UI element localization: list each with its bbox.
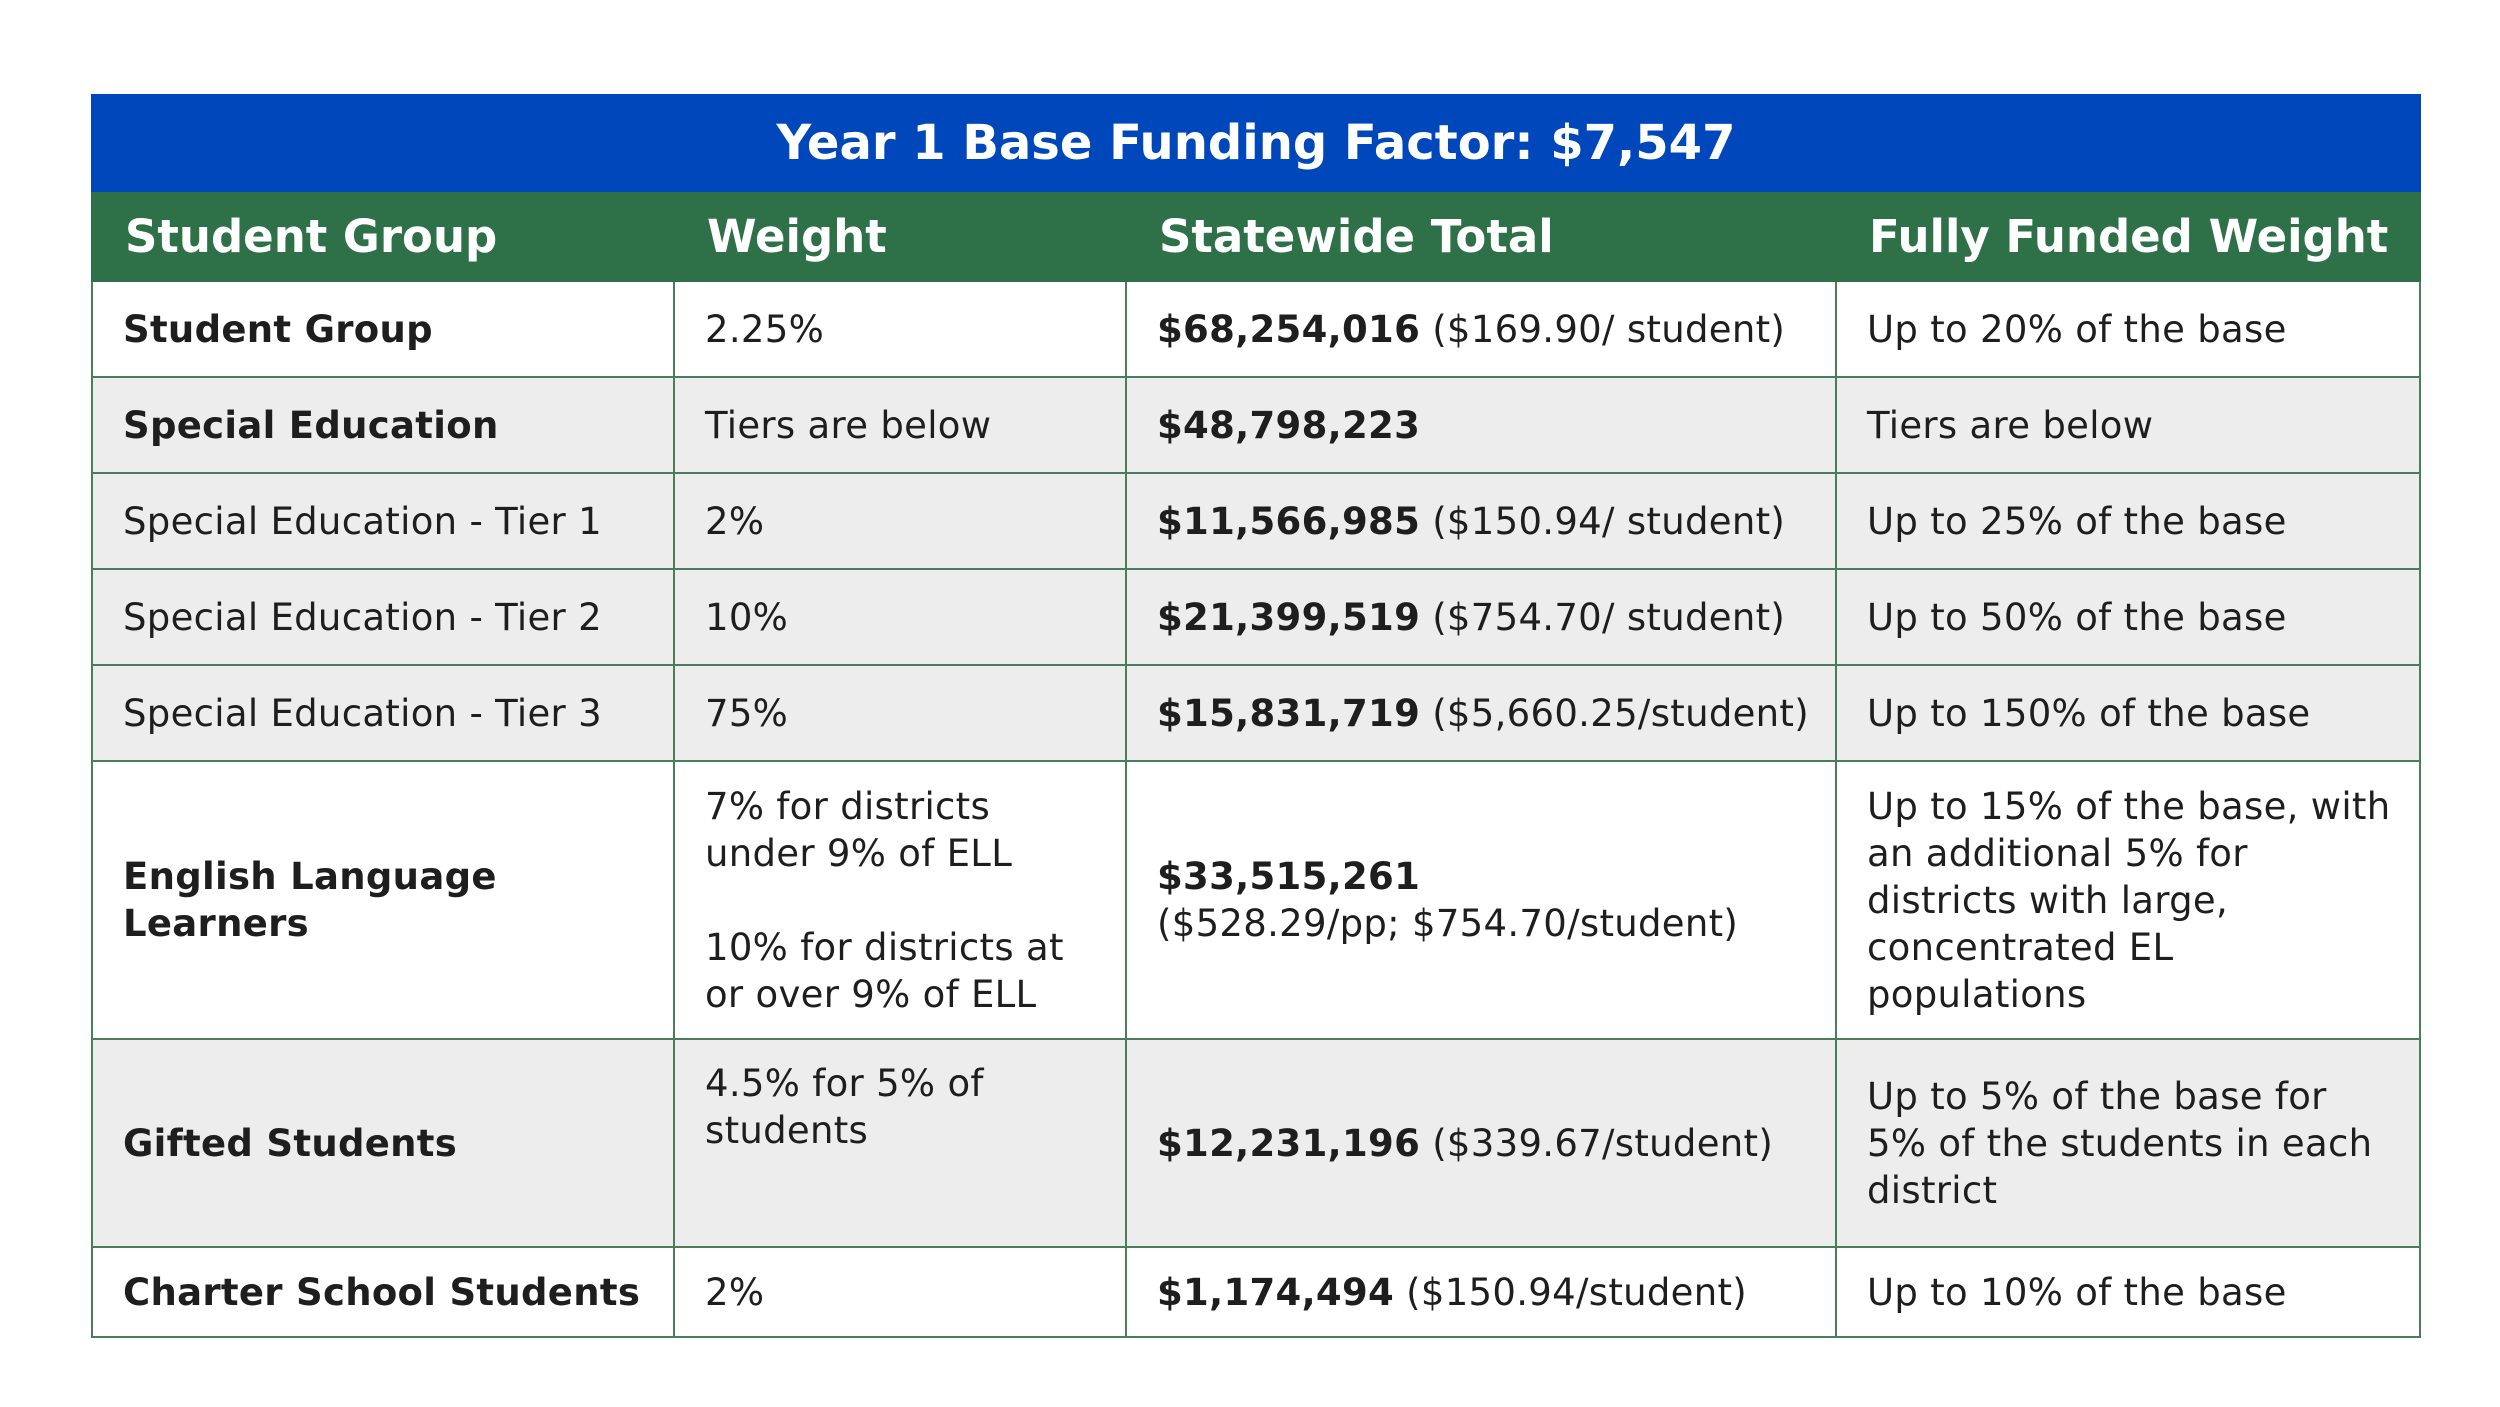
amount-value: $15,831,719 [1157,691,1421,735]
weight-cell: 2.25% [674,281,1126,377]
statewide-total-cell [1126,473,1836,569]
fully-funded-cell: Tiers are below [1836,377,2420,473]
table-row [92,569,2420,665]
statewide-total-cell [1126,1039,1836,1247]
weight-line: 10% for districts at or over 9% of ELL [705,925,1064,1016]
weight-line: 7% for districts under 9% of ELL [705,784,1013,875]
amount-value: $48,798,223 [1157,403,1421,447]
fully-funded-cell: Up to 150% of the base [1836,665,2420,761]
amount-note: ($5,660.25/student) [1432,691,1809,735]
funding-table [91,94,2421,1338]
fully-funded-cell: Up to 20% of the base [1836,281,2420,377]
fully-funded-cell: Up to 10% of the base [1836,1247,2420,1337]
amount-value: $12,231,196 [1157,1121,1421,1165]
table-row [92,1039,2420,1247]
column-header-weight: Weight [674,191,1126,281]
amount-note: ($150.94/student) [1406,1270,1748,1314]
amount-value: $68,254,016 [1157,307,1421,351]
table-row [92,281,2420,377]
statewide-total-cell [1126,377,1836,473]
student-group-cell: Gifted Students [92,1039,674,1247]
column-header-student-group: Student Group [92,191,674,281]
table-header-row [92,191,2420,281]
table-title-row [92,95,2420,191]
column-header-fully-funded-weight: Fully Funded Weight [1836,191,2420,281]
weight-cell [674,761,1126,1039]
amount-note: ($339.67/student) [1432,1121,1774,1165]
weight-cell: 2% [674,473,1126,569]
student-group-cell: Special Education - Tier 1 [92,473,674,569]
fully-funded-cell: Up to 5% of the base for 5% of the students in each district [1836,1039,2420,1247]
fully-funded-cell: Up to 50% of the base [1836,569,2420,665]
weight-cell: 2% [674,1247,1126,1337]
student-group-cell: Special Education - Tier 3 [92,665,674,761]
table-row [92,761,2420,1039]
statewide-total-cell [1126,281,1836,377]
line-gap [705,877,1101,924]
student-group-cell: Special Education [92,377,674,473]
table-title: Year 1 Base Funding Factor: $7,547 [92,95,2420,191]
student-group-cell: Student Group [92,281,674,377]
amount-value: $11,566,985 [1157,499,1421,543]
table-row [92,1247,2420,1337]
table-row [92,377,2420,473]
weight-cell: 75% [674,665,1126,761]
statewide-total-cell [1126,761,1836,1039]
statewide-total-cell [1126,569,1836,665]
weight-cell: 4.5% for 5% of students [674,1039,1126,1247]
student-group-cell: Charter School Students [92,1247,674,1337]
column-header-statewide-total: Statewide Total [1126,191,1836,281]
weight-cell: 10% [674,569,1126,665]
student-group-cell: English Language Learners [92,761,674,1039]
statewide-total-cell [1126,665,1836,761]
weight-cell: Tiers are below [674,377,1126,473]
funding-table-container [91,94,2419,1338]
student-group-cell: Special Education - Tier 2 [92,569,674,665]
amount-value: $1,174,494 [1157,1270,1395,1314]
table-row [92,665,2420,761]
amount-value: $33,515,261 [1157,855,1421,898]
table-row [92,473,2420,569]
amount-note: ($754.70/ student) [1432,595,1786,639]
fully-funded-cell: Up to 15% of the base, with an additional 5% for districts with large, concentrated EL populations [1836,761,2420,1039]
amount-note: ($528.29/pp; $754.70/student) [1157,902,1739,945]
amount-note: ($150.94/ student) [1432,499,1786,543]
fully-funded-cell: Up to 25% of the base [1836,473,2420,569]
statewide-total-cell [1126,1247,1836,1337]
amount-value: $21,399,519 [1157,595,1421,639]
amount-note: ($169.90/ student) [1432,307,1786,351]
